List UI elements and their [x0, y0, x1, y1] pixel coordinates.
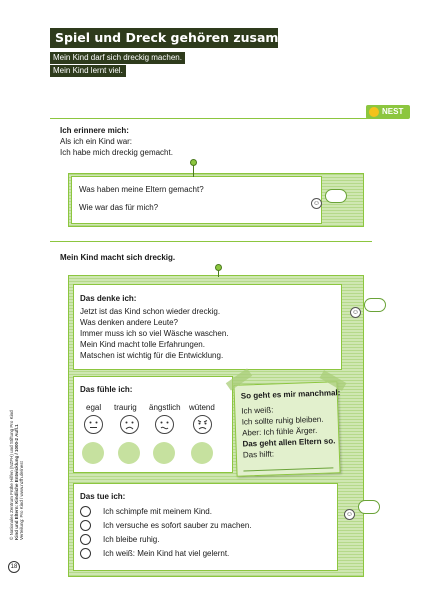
speech-bubble-icon	[325, 189, 347, 203]
subtitle-line-2: Mein Kind lernt viel.	[50, 65, 126, 77]
side-line-2: Kind und Eltern: Kindliche Entwicklung / 1000-2 Aufl.1	[14, 424, 19, 540]
note-line-3: Aber: Ich fühle Ärger.	[241, 425, 318, 438]
face-label-wuetend: wütend	[189, 403, 215, 412]
think-line-2: Was denken andere Leute?	[80, 318, 178, 327]
think-line-4: Mein Kind macht tolle Erfahrungen.	[80, 340, 205, 349]
logo-text: NEST	[382, 107, 404, 116]
note-line-2: Ich sollte ruhig bleiben.	[241, 414, 324, 427]
sticky-note	[233, 381, 340, 477]
do-option-1[interactable]: Ich schimpfe mit meinem Kind.	[103, 507, 212, 516]
think-line-3: Immer muss ich so viel Wäsche waschen.	[80, 329, 229, 338]
face-label-aengstlich: ängstlich	[149, 403, 181, 412]
do-option-radio-3[interactable]	[80, 534, 91, 545]
face-answer-blob-3	[153, 442, 175, 464]
memory-line-1: Als ich ein Kind war:	[60, 137, 133, 146]
note-answer-line[interactable]	[243, 467, 333, 471]
speech-bubble-icon-2	[364, 298, 386, 312]
do-option-3[interactable]: Ich bleibe ruhig.	[103, 535, 160, 544]
memory-question-2[interactable]: Wie war das für mich?	[79, 203, 159, 212]
do-option-radio-4[interactable]	[80, 548, 91, 559]
side-line-1: © Nationales Zentrum Frühe Hilfen (NZFH) und Stiftung Pro Kind	[9, 410, 14, 540]
feel-heading: Das fühle ich:	[80, 385, 133, 394]
memory-heading: Ich erinnere mich:	[60, 126, 129, 135]
angry-face-icon[interactable]	[193, 415, 212, 434]
section2-heading: Mein Kind macht sich dreckig.	[60, 253, 176, 262]
face-label-egal: egal	[86, 403, 102, 412]
speech-bubble-icon-3	[358, 500, 380, 514]
do-option-radio-2[interactable]	[80, 520, 91, 531]
page-title: Spiel und Dreck gehören zusammen	[50, 28, 278, 48]
neutral-face-icon[interactable]	[84, 415, 103, 434]
sad-face-icon[interactable]	[120, 415, 139, 434]
worried-face-icon[interactable]	[155, 415, 174, 434]
do-option-2[interactable]: Ich versuche es sofort sauber zu machen.	[103, 521, 252, 530]
think-line-1: Jetzt ist das Kind schon wieder dreckig.	[80, 307, 221, 316]
smiley-icon-3: ☺	[345, 511, 354, 518]
middle-divider	[50, 241, 372, 242]
page-number-badge: 18	[8, 561, 20, 573]
section2-pin-icon	[215, 264, 222, 271]
smiley-icon-2: ☺	[351, 309, 360, 316]
note-bold-line: Das geht allen Eltern so.	[242, 436, 336, 449]
memory-pin-icon	[190, 159, 197, 166]
logo-sun-icon	[369, 107, 379, 117]
think-line-5: Matschen ist wichtig für die Entwicklung.	[80, 351, 224, 360]
note-prompt: Das hilft:	[242, 449, 275, 460]
memory-question-1[interactable]: Was haben meine Eltern gemacht?	[79, 185, 204, 194]
top-divider	[50, 118, 372, 119]
face-label-traurig: traurig	[114, 403, 137, 412]
copyright-side-text	[9, 410, 24, 540]
think-heading: Das denke ich:	[80, 294, 137, 303]
subtitle-line-1: Mein Kind darf sich dreckig machen.	[50, 52, 185, 64]
face-answer-blob-1	[82, 442, 104, 464]
do-option-4[interactable]: Ich weiß: Mein Kind hat viel gelernt.	[103, 549, 230, 558]
note-line-1: Ich weiß:	[241, 405, 274, 416]
do-heading: Das tue ich:	[80, 492, 126, 501]
note-heading: So geht es mir manchmal:	[240, 388, 341, 401]
do-option-radio-1[interactable]	[80, 506, 91, 517]
nest-logo	[366, 105, 410, 119]
side-line-3: Verteilung: Pro Kind / www.nzfh.de/nest	[19, 461, 24, 540]
smiley-icon: ☺	[312, 200, 321, 207]
face-answer-blob-2	[118, 442, 140, 464]
memory-line-2: Ich habe mich dreckig gemacht.	[60, 148, 173, 157]
face-answer-blob-4	[191, 442, 213, 464]
